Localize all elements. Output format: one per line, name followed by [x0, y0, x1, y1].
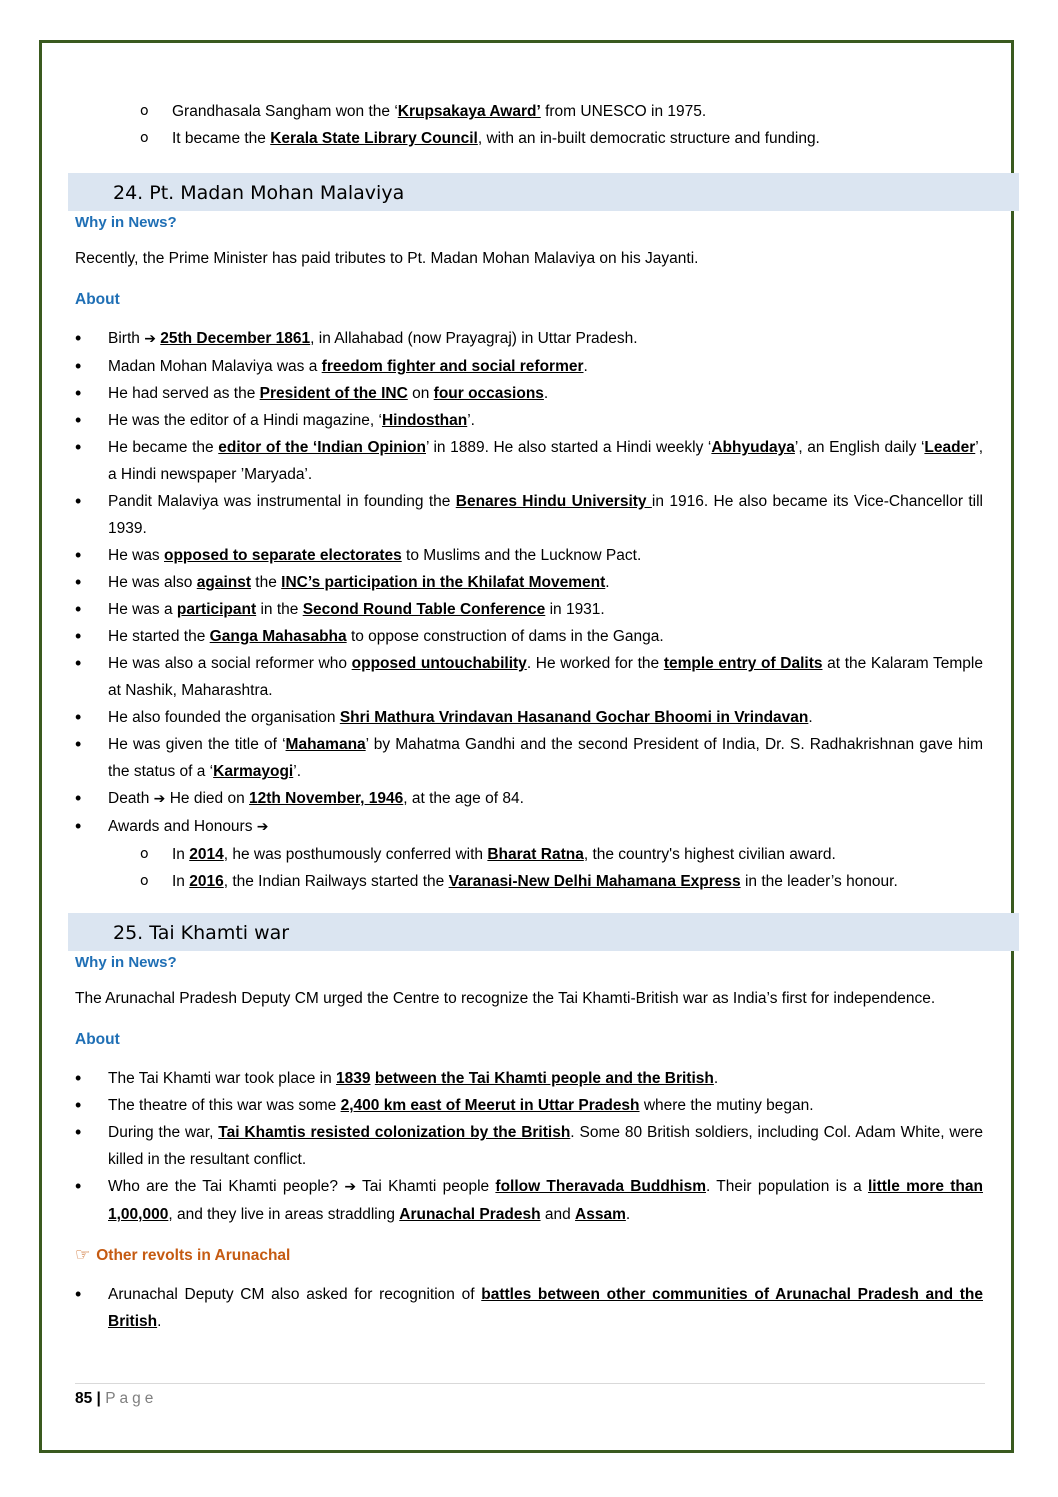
why-in-news-label: Why in News?: [75, 214, 177, 231]
page-number: 85: [75, 1390, 93, 1407]
about-label: About: [75, 1031, 120, 1048]
list-item: • He started the Ganga Mahasabha to oppose construction of dams in the Ganga.: [75, 623, 983, 650]
other-revolts-heading: [75, 1242, 983, 1269]
list-item: • He also founded the organisation Shri Mathura Vrindavan Hasanand Gochar Bhoomi in Vrindavan.: [75, 704, 983, 731]
news-paragraph: Recently, the Prime Minister has paid tributes to Pt. Madan Mohan Malaviya on his Jayanti.: [75, 250, 699, 267]
list-item: • During the war, Tai Khamtis resisted colonization by the British. Some 80 British soldiers, including Col. Adam White, were killed in the resultant conflict.: [75, 1119, 983, 1173]
list-item: • Awards and Honours ➔: [75, 813, 983, 841]
list-item: • He was opposed to separate electorates to Muslims and the Lucknow Pact.: [75, 542, 983, 569]
other-revolts-label: Other revolts in Arunachal: [96, 1247, 291, 1264]
other-revolts-list: [75, 1281, 983, 1335]
list-item: • The theatre of this war was some 2,400 km east of Meerut in Uttar Pradesh where the mutiny began.: [75, 1092, 983, 1119]
page-footer: 85 | Page: [75, 1390, 158, 1407]
list-item: • Birth ➔ 25th December 1861, in Allahabad (now Prayagraj) in Uttar Pradesh.: [75, 325, 983, 353]
pointing-hand-icon: ☞: [75, 1245, 91, 1265]
list-item: • Arunachal Deputy CM also asked for recognition of battles between other communities of Arunachal Pradesh and the British.: [75, 1281, 983, 1335]
tai-khamti-facts-list: [75, 1065, 983, 1228]
why-in-news-label: Why in News?: [75, 954, 177, 971]
section-heading-24: 24. Pt. Madan Mohan Malaviya: [68, 173, 1019, 211]
arrow-icon: ➔: [144, 331, 156, 347]
awards-list: [75, 841, 983, 895]
list-item: • Pandit Malaviya was instrumental in founding the Benares Hindu University in 1916. He also became its Vice-Chancellor till 1939.: [75, 488, 983, 542]
malaviya-facts-list: [75, 325, 983, 841]
list-item: • He became the editor of the ‘Indian Opinion’ in 1889. He also started a Hindi weekly ‘Abhyudaya’, an English daily ‘Leader’, a Hindi newspaper ’Maryada’.: [75, 434, 983, 488]
page-word: Page: [105, 1390, 158, 1407]
arrow-icon: ➔: [344, 1179, 357, 1195]
list-item: • Who are the Tai Khamti people? ➔ Tai Khamti people follow Theravada Buddhism. Their population is a little more than 1,00,000, and they live in areas straddling Arunachal Pradesh and Assam.: [75, 1173, 983, 1228]
list-item: • The Tai Khamti war took place in 1839 between the Tai Khamti people and the British.: [75, 1065, 983, 1092]
section-heading-25: 25. Tai Khamti war: [68, 913, 1019, 951]
list-item: • He had served as the President of the INC on four occasions.: [75, 380, 983, 407]
footer-divider: [75, 1383, 985, 1384]
list-item: o In 2016, the Indian Railways started the Varanasi-New Delhi Mahamana Express in the leader’s honour.: [75, 868, 983, 895]
list-item: • Death ➔ He died on 12th November, 1946, at the age of 84.: [75, 785, 983, 813]
list-item: • Madan Mohan Malaviya was a freedom fighter and social reformer.: [75, 353, 983, 380]
list-item: • He was also a social reformer who opposed untouchability. He worked for the temple entry of Dalits at the Kalaram Temple at Nashik, Maharashtra.: [75, 650, 983, 704]
list-item: • He was the editor of a Hindi magazine, ‘Hindosthan’.: [75, 407, 983, 434]
list-item: o It became the Kerala State Library Council, with an in-built democratic structure and funding.: [75, 125, 983, 152]
list-item: • He was given the title of ‘Mahamana’ by Mahatma Gandhi and the second President of India, Dr. S. Radhakrishnan gave him the status of a ‘Karmayogi’.: [75, 731, 983, 785]
arrow-icon: ➔: [153, 791, 166, 807]
list-item: o Grandhasala Sangham won the ‘Krupsakaya Award’ from UNESCO in 1975.: [75, 98, 983, 125]
page-content: [75, 98, 983, 1335]
news-paragraph: The Arunachal Pradesh Deputy CM urged the Centre to recognize the Tai Khamti-British war as India’s first for independence.: [75, 990, 936, 1007]
list-item: o In 2014, he was posthumously conferred with Bharat Ratna, the country's highest civilian award.: [75, 841, 983, 868]
about-label: About: [75, 291, 120, 308]
list-item: • He was also against the INC’s participation in the Khilafat Movement.: [75, 569, 983, 596]
intro-list: [75, 98, 983, 152]
list-item: • He was a participant in the Second Round Table Conference in 1931.: [75, 596, 983, 623]
arrow-icon: ➔: [256, 819, 269, 835]
